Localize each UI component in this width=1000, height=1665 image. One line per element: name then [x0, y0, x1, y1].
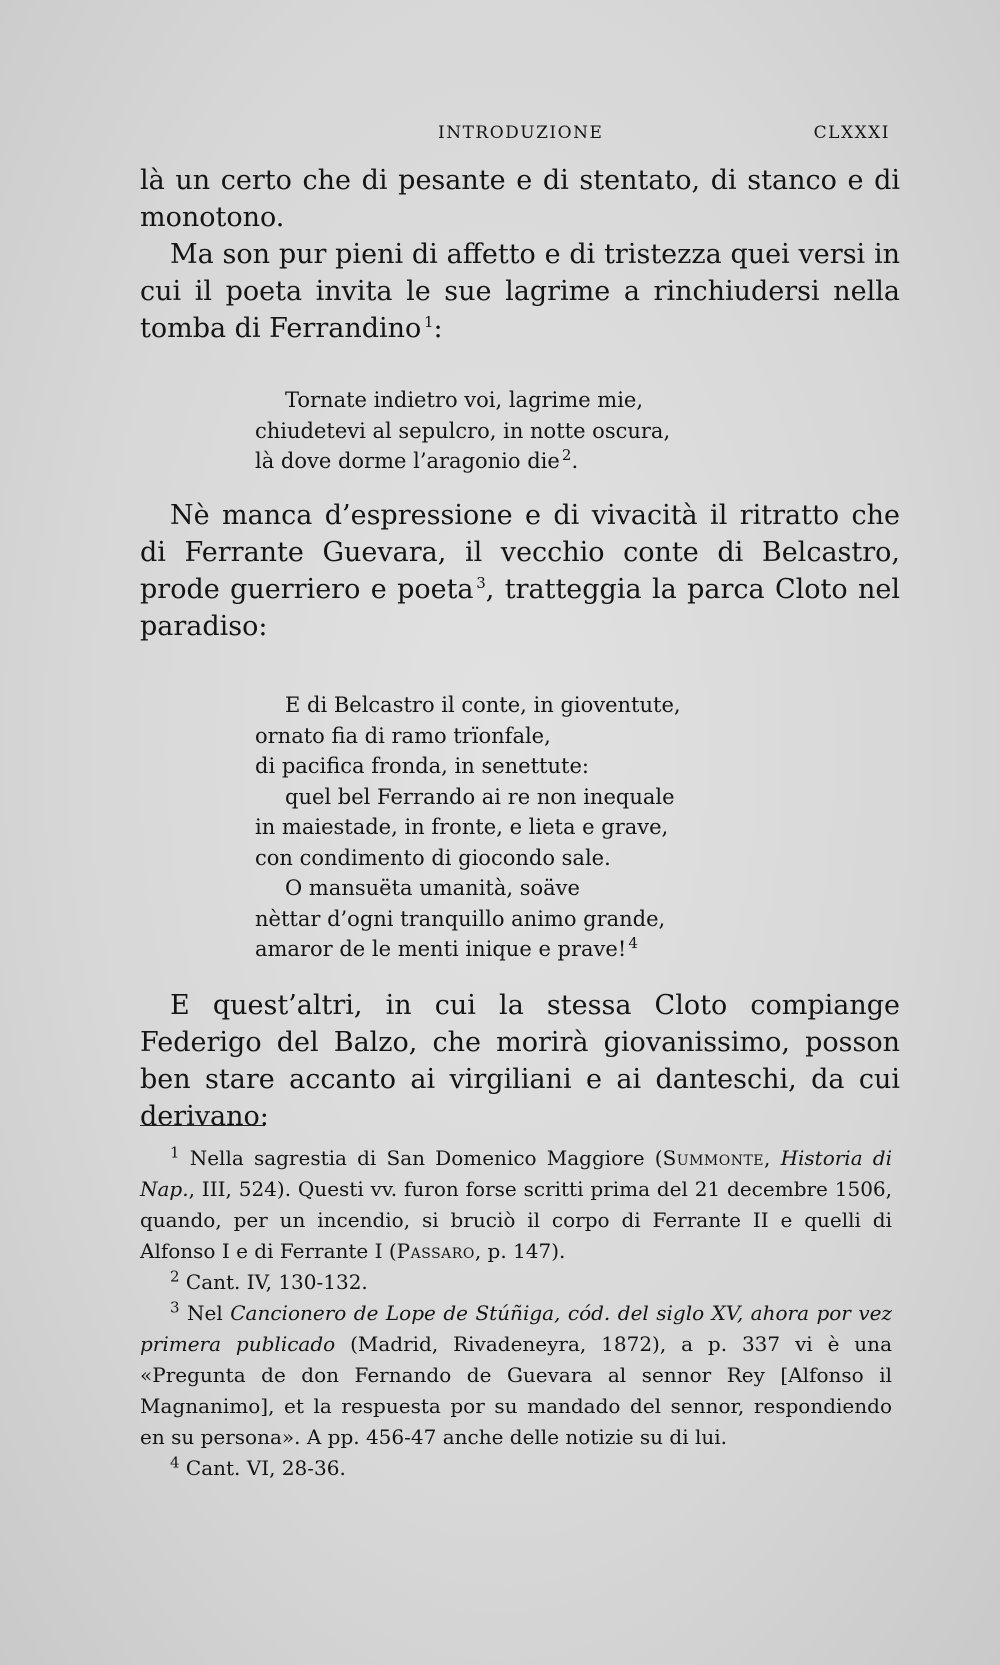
verse-line: [255, 934, 681, 965]
footnote-text: ,: [764, 1146, 781, 1170]
paragraph-2-text: Nè manca d’espressione e di vivacità il ritratto che di Ferrante Guevara, il vecchio conte di Belcastro, prode guerriero e poeta: [140, 500, 900, 605]
footnote-ref-1: 1: [423, 313, 434, 331]
footnote-text: Cant. IV, 130-132.: [185, 1270, 368, 1294]
verse-quotation-1: [255, 385, 670, 477]
verse-line: di pacifica fronda, in senettute:: [255, 754, 589, 778]
footnote-author: Summonte: [662, 1146, 765, 1170]
footnote-1: [140, 1143, 892, 1267]
verse-line: Tornate indietro voi, lagrime mie,: [285, 388, 644, 412]
footnote-number: 1: [170, 1143, 180, 1162]
verse-line-text: là dove dorme l’aragonio die: [255, 449, 560, 473]
footnote-ref-2: 2: [561, 446, 572, 464]
paragraph-2: [140, 497, 900, 645]
verse-line: quel bel Ferrando ai re non inequale: [285, 784, 675, 809]
footnote-title: Historia di Nap.: [140, 1146, 892, 1201]
footnote-3: [140, 1298, 892, 1453]
footnote-text: Nella sagrestia di San Domenico Maggiore (: [189, 1146, 663, 1170]
verse-line: chiudetevi al sepulcro, in notte oscura,: [255, 418, 671, 443]
page-number: CLXXXI: [813, 123, 890, 143]
verse-line-text: amaror de le menti inique e prave!: [255, 937, 627, 961]
verse-quotation-2: [255, 690, 681, 965]
verse-line: con condimento di giocondo sale.: [255, 845, 611, 870]
verse-line: nèttar d’ogni tranquillo animo grande,: [255, 906, 666, 931]
paragraph-1-text: Ma son pur pieni di affetto e di tristezza quei versi in cui il poeta invita le sue lagrime a rinchiudersi nella tomba di Ferrandino: [140, 239, 900, 344]
verse-line: in maiestade, in fronte, e lieta e grave,: [255, 815, 669, 839]
paragraph-1: [140, 162, 900, 347]
footnote-number: 2: [170, 1267, 180, 1286]
footnote-text: Nel: [187, 1301, 231, 1325]
paragraph-1-tail: :: [433, 313, 443, 344]
footnote-author: Passaro: [396, 1239, 475, 1263]
footnote-number: 4: [170, 1453, 180, 1472]
footnote-text: (Madrid, Rivadeneyra, 1872), a p. 337 vi è una «Pregunta de don Fernando de Guevara al sennor Rey [Alfonso il Magnanimo], et la respuesta por su mandado del sennor, respondiendo en su persona». A pp. 456-47 anche delle notizie su di lui.: [140, 1332, 892, 1449]
verse-line: O mansuëta umanità, soäve: [285, 876, 580, 900]
running-title: INTRODUZIONE: [438, 123, 604, 143]
footnotes: [140, 1143, 892, 1484]
footnote-separator: [140, 1125, 265, 1126]
verse-line: [255, 446, 670, 477]
footnote-text: Cant. VI, 28-36.: [185, 1456, 346, 1480]
footnote-2: [140, 1267, 892, 1298]
footnote-text: , III, 524). Questi vv. furon forse scritti prima del 21 decembre 1506, quando, per un incendio, si bruciò il corpo di Ferrante II e quelli di Alfonso I e di Ferrante I (: [140, 1177, 892, 1263]
verse-line: E di Belcastro il conte, in gioventute,: [285, 693, 681, 717]
paragraph-1-body: [140, 236, 900, 347]
footnote-text: , p. 147).: [474, 1239, 566, 1263]
footnote-ref-3: 3: [476, 574, 486, 592]
footnote-ref-4: 4: [628, 934, 638, 952]
footnote-title: Cancionero de Lope de Stúñiga, cód. del siglo XV, ahora por vez primera publicado: [140, 1301, 893, 1356]
footnote-4: [140, 1453, 892, 1484]
paragraph-1-opening: là un certo che di pesante e di stentato, di stanco e di monotono.: [140, 165, 900, 233]
running-head: [140, 123, 890, 147]
paragraph-2-tail: , tratteggia la parca Cloto nel paradiso:: [140, 574, 900, 642]
paragraph-3: E quest’altri, in cui la stessa Cloto compiange Federigo del Balzo, che morirà giovanissimo, posson ben stare accanto ai virgiliani e ai danteschi, da cui derivano:: [140, 990, 900, 1132]
verse-line: ornato fia di ramo trïonfale,: [255, 723, 551, 748]
verse-line-tail: .: [571, 449, 579, 473]
footnote-number: 3: [170, 1298, 180, 1317]
